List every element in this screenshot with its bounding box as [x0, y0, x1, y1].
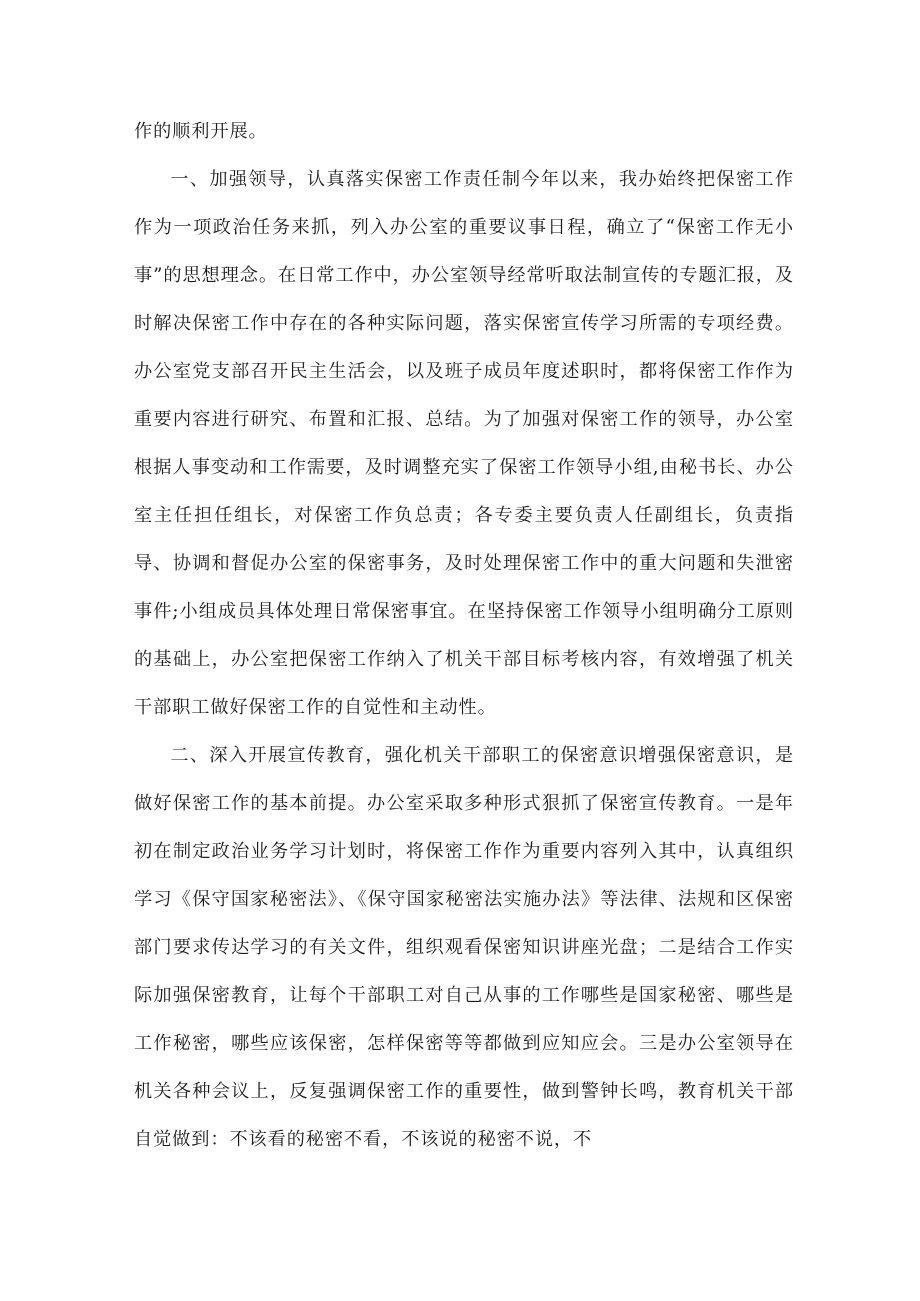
paragraph-section-one: 一、加强领导，认真落实保密工作责任制今年以来，我办始终把保密工作作为一项政治任务来抓，列入办公室的重要议事日程，确立了“保密工作无小事”的思想理念。在日常工作中，办公室领导经常听取法制宣传的专题汇报，及时解决保密工作中存在的各种实际问题，落实保密宣传学习所需的专项经费。办公室党支部召开民主生活会，以及班子成员年度述职时，都将保密工作作为重要内容进行研究、布置和汇报、总结。为了加强对保密工作的领导，办公室根据人事变动和工作需要，及时调整充实了保密工作领导小组,由秘书长、办公室主任担任组长，对保密工作负总责；各专委主要负责人任副组长，负责指导、协调和督促办公室的保密事务，及时处理保密工作中的重大问题和失泄密事件;小组成员具体处理日常保密事宜。在坚持保密工作领导小组明确分工原则的基础上，办公室把保密工作纳入了机关干部目标考核内容，有效增强了机关干部职工做好保密工作的自觉性和主动性。 — [134, 169, 794, 718]
paragraph-section-two: 二、深入开展宣传教育，强化机关干部职工的保密意识增强保密意识，是做好保密工作的基本前提。办公室采取多种形式狠抓了保密宣传教育。一是年初在制定政治业务学习计划时，将保密工作作为重要内容列入其中，认真组织学习《保守国家秘密法》、《保守国家秘密法实施办法》等法律、法规和区保密部门要求传达学习的有关文件，组织观看保密知识讲座光盘；二是结合工作实际加强保密教育，让每个干部职工对自己从事的工作哪些是国家秘密、哪些是工作秘密，哪些应该保密，怎样保密等等都做到应知应会。三是办公室领导在机关各种会议上，反复强调保密工作的重要性，做到警钟长鸣，教育机关干部自觉做到：不该看的秘密不看，不该说的秘密不说，不 — [134, 745, 794, 1150]
document-body — [134, 108, 794, 1164]
paragraph-continuation: 作的顺利开展。 — [134, 121, 268, 142]
